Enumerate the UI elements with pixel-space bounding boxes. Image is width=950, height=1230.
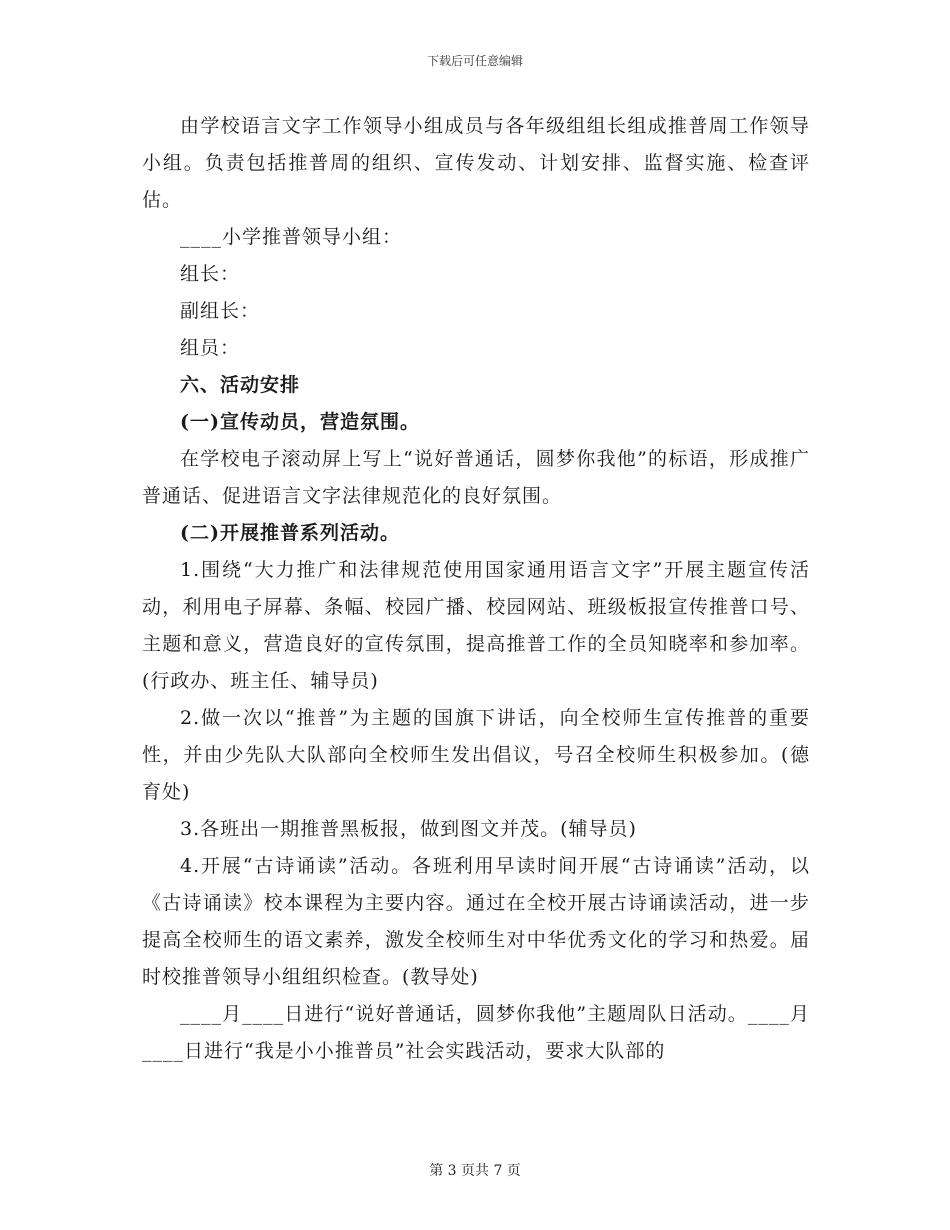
- page-footer: 第 3 页共 7 页: [429, 1163, 521, 1179]
- page-header: 下载后可任意编辑: [426, 54, 523, 68]
- paragraph: ____小学推普领导小组：: [180, 226, 403, 248]
- paragraph: ____月____日进行“说好普通话，圆梦你我他”主题周队日活动。____月____日进行“我是小小推普员”社会实践活动，要求大队部的: [142, 1003, 810, 1062]
- section-heading: 六、活动安排: [180, 374, 301, 396]
- paragraph: 副组长：: [180, 300, 261, 322]
- list-item: 2.做一次以“推普”为主题的国旗下讲话，向全校师生宣传推普的重要性，并由少先队大队部向全校师生发出倡议，号召全校师生积极参加。(德育处): [142, 707, 810, 803]
- paragraph: 由学校语言文字工作领导小组成员与各年级组组长组成推普周工作领导小组。负责包括推普周的组织、宣传发动、计划安排、监督实施、检查评估。: [142, 115, 810, 211]
- subsection-heading: (一)宣传动员，营造氛围。: [180, 411, 420, 433]
- document-body: [142, 108, 810, 1070]
- list-item: 3.各班出一期推普黑板报，做到图文并茂。(辅导员): [180, 818, 637, 840]
- list-item: 1.围绕“大力推广和法律规范使用国家通用语言文字”开展主题宣传活动，利用电子屏幕、条幅、校园广播、校园网站、班级板报宣传推普口号、主题和意义，营造良好的宣传氛围，提高推普工作的全员知晓率和参加率。(行政办、班主任、辅导员): [142, 559, 810, 692]
- paragraph: 在学校电子滚动屏上写上“说好普通话，圆梦你我他”的标语，形成推广普通话、促进语言文字法律规范化的良好氛围。: [142, 448, 810, 507]
- subsection-heading: (二)开展推普系列活动。: [180, 522, 400, 544]
- paragraph: 组员：: [180, 337, 241, 359]
- list-item: 4.开展“古诗诵读”活动。各班利用早读时间开展“古诗诵读”活动，以《古诗诵读》校本课程为主要内容。通过在全校开展古诗诵读活动，进一步提高全校师生的语文素养，激发全校师生对中华优秀文化的学习和热爱。届时校推普领导小组组织检查。(教导处): [142, 855, 810, 988]
- paragraph: 组长：: [180, 263, 241, 285]
